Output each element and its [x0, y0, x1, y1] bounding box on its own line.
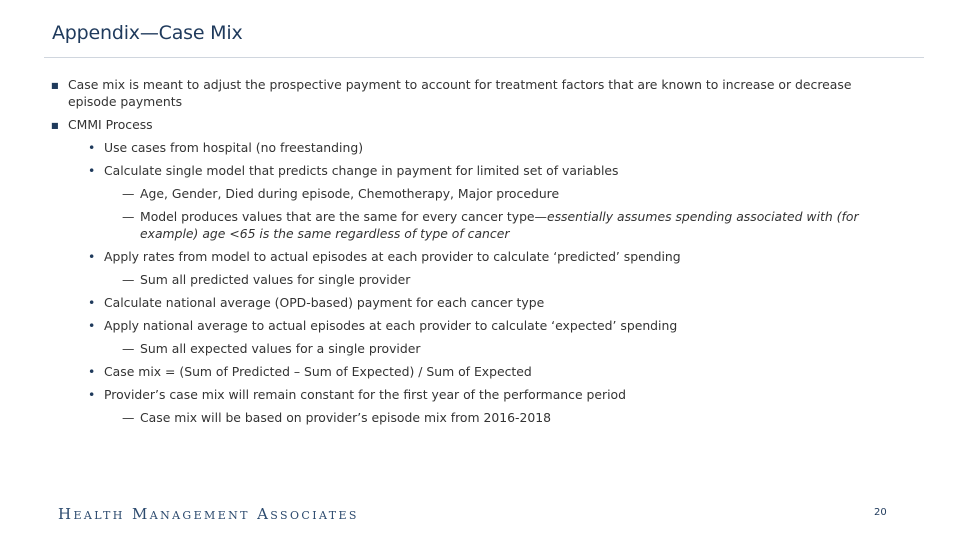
sub-bullet — [50, 363, 880, 380]
dash-bullet-icon: — — [122, 341, 135, 356]
page-number: 20 — [874, 507, 887, 518]
sub-sub-bullet-text: Sum all expected values for a single provider — [140, 341, 421, 356]
dash-bullet-icon: — — [122, 186, 135, 201]
dot-bullet-icon: • — [88, 364, 96, 379]
sub-sub-bullet-text: Age, Gender, Died during episode, Chemotherapy, Major procedure — [140, 186, 560, 201]
sub-bullet-text: Use cases from hospital (no freestanding) — [104, 140, 364, 155]
sub-bullet — [50, 317, 880, 334]
square-bullet-icon: ■ — [51, 121, 59, 130]
sub-bullet-text: Provider’s case mix will remain constant for the first year of the performance period — [104, 387, 626, 402]
sub-bullet — [50, 162, 880, 179]
sub-sub-bullet-text: Sum all predicted values for single provider — [140, 272, 411, 287]
dash-bullet-icon: — — [122, 209, 135, 224]
sub-bullet — [50, 294, 880, 311]
bullet-case-mix-definition — [50, 76, 880, 110]
dot-bullet-icon: • — [88, 295, 96, 310]
sub-bullet — [50, 139, 880, 156]
sub-bullet-text: Calculate single model that predicts change in payment for limited set of variables — [104, 163, 619, 178]
sub-bullet-text: Apply rates from model to actual episodes at each provider to calculate ‘predicted’ spending — [104, 249, 681, 264]
dash-bullet-icon: — — [122, 410, 135, 425]
sub-sub-bullet — [50, 185, 880, 202]
bullet-cmmi-process — [50, 116, 880, 133]
dot-bullet-icon: • — [88, 249, 96, 264]
sub-bullet-text: Calculate national average (OPD-based) payment for each cancer type — [104, 295, 545, 310]
sub-sub-bullet — [50, 271, 880, 288]
sub-bullet-text: Apply national average to actual episodes at each provider to calculate ‘expected’ spending — [104, 318, 678, 333]
bullet-text: Case mix is meant to adjust the prospective payment to account for treatment factors that are known to increase or decrease episode payments — [68, 77, 852, 109]
dot-bullet-icon: • — [88, 163, 96, 178]
italic-note: essentially assumes spending associated with (for example) age <65 is the same regardless of type of cancer — [140, 209, 859, 241]
sub-sub-bullet — [50, 208, 880, 242]
company-logo: Health Management Associates — [58, 505, 359, 523]
bullet-text: CMMI Process — [68, 117, 153, 132]
square-bullet-icon: ■ — [51, 81, 59, 90]
dash-bullet-icon: — — [122, 272, 135, 287]
sub-bullet-text: Case mix = (Sum of Predicted – Sum of Expected) / Sum of Expected — [104, 364, 532, 379]
title-divider — [44, 57, 924, 58]
slide-title: Appendix—Case Mix — [52, 22, 243, 44]
sub-sub-bullet — [50, 409, 880, 426]
dot-bullet-icon: • — [88, 387, 96, 402]
sub-bullet — [50, 248, 880, 265]
dot-bullet-icon: • — [88, 140, 96, 155]
sub-bullet — [50, 386, 880, 403]
sub-sub-bullet-text: Case mix will be based on provider’s episode mix from 2016-2018 — [140, 410, 552, 425]
slide-body — [50, 76, 880, 432]
sub-sub-bullet — [50, 340, 880, 357]
sub-sub-bullet-text: Model produces values that are the same for every cancer type— — [140, 209, 547, 224]
dot-bullet-icon: • — [88, 318, 96, 333]
